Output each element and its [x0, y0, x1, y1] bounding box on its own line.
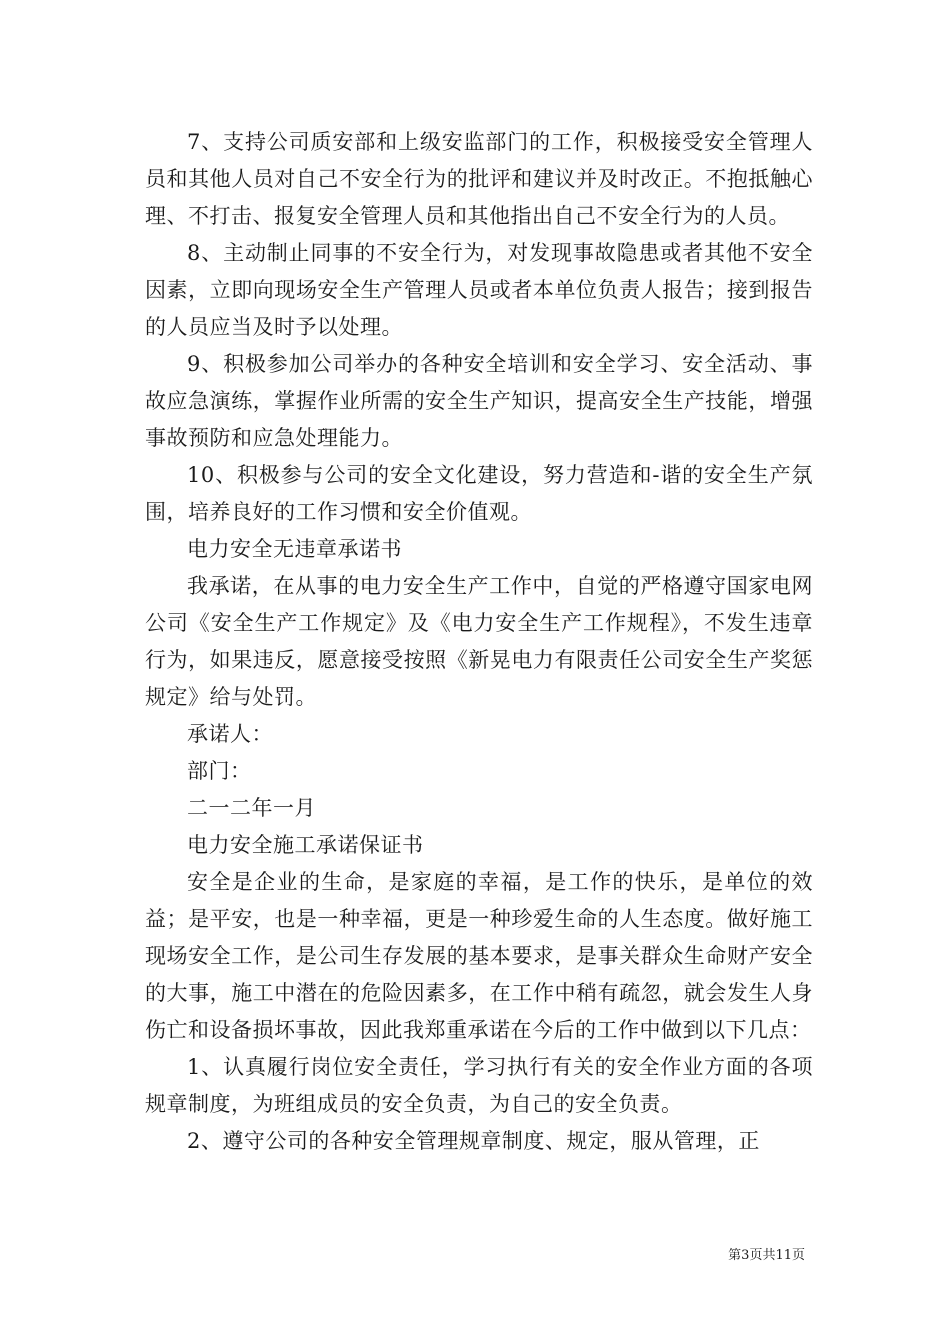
signer-label: 承诺人：	[187, 722, 273, 746]
page-number: 第3页共11页	[728, 1248, 805, 1263]
construction-item-2: 2、遵守公司的各种安全管理规章制度、规定，服从管理，正	[187, 1129, 760, 1153]
section-title-construction-pledge: 电力安全施工承诺保证书	[187, 833, 424, 857]
construction-item-1: 1、认真履行岗位安全责任，学习执行有关的安全作业方面的各项规章制度，为班组成员的安全负责，为自己的安全负责。	[145, 1055, 813, 1116]
paragraph-item-8: 8、主动制止同事的不安全行为，对发现事故隐患或者其他不安全因素，立即向现场安全生产管理人员或者本单位负责人报告；接到报告的人员应当及时予以处理。	[145, 241, 813, 339]
department-label: 部门：	[187, 759, 252, 783]
date-line: 二一二年一月	[187, 796, 316, 820]
construction-intro: 安全是企业的生命，是家庭的幸福，是工作的快乐，是单位的效益；是平安，也是一种幸福，更是一种珍爱生命的人生态度。做好施工现场安全工作，是公司生存发展的基本要求，是事关群众生命财产安全的大事，施工中潜在的危险因素多，在工作中稍有疏忽，就会发生人身伤亡和设备损坏事故，因此我郑重承诺在今后的工作中做到以下几点：	[145, 870, 813, 1042]
section-title-no-violation-pledge: 电力安全无违章承诺书	[187, 537, 402, 561]
paragraph-item-10: 10、积极参与公司的安全文化建设，努力营造和-谐的安全生产氛围，培养良好的工作习惯和安全价值观。	[145, 463, 813, 524]
paragraph-item-7: 7、支持公司质安部和上级安监部门的工作，积极接受安全管理人员和其他人员对自己不安全行为的批评和建议并及时改正。不抱抵触心理、不打击、报复安全管理人员和其他指出自己不安全行为的人员。	[145, 130, 813, 228]
document-body	[145, 124, 813, 1160]
pledge-statement: 我承诺，在从事的电力安全生产工作中，自觉的严格遵守国家电网公司《安全生产工作规定》及《电力安全生产工作规程》，不发生违章行为，如果违反，愿意接受按照《新晃电力有限责任公司安全生产奖惩规定》给与处罚。	[145, 574, 813, 709]
paragraph-item-9: 9、积极参加公司举办的各种安全培训和安全学习、安全活动、事故应急演练，掌握作业所需的安全生产知识，提高安全生产技能，增强事故预防和应急处理能力。	[145, 352, 813, 450]
